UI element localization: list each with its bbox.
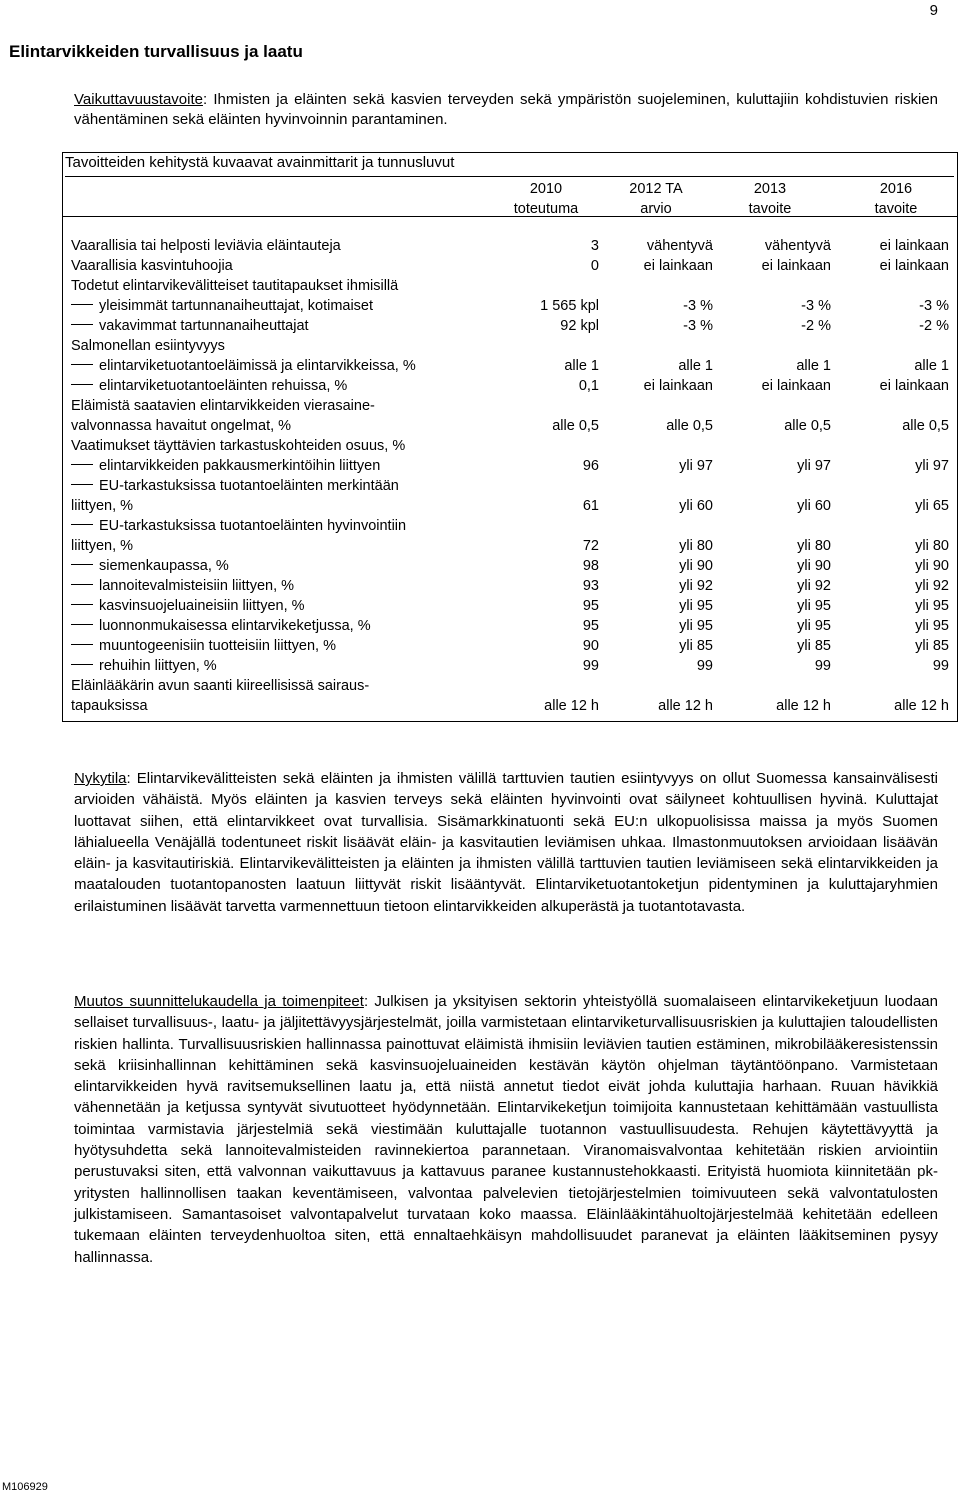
row-value: alle 12 h xyxy=(894,698,949,714)
row-label: yleisimmät tartunnanaiheuttajat, kotimaiset xyxy=(71,297,491,316)
indicator-table xyxy=(62,152,958,722)
row-value: ei lainkaan xyxy=(761,378,831,394)
change-measures-label: Muutos suunnittelukaudella ja toimenpiteet xyxy=(74,993,364,1010)
row-value: 95 xyxy=(582,598,599,614)
row-value: yli 95 xyxy=(915,598,949,614)
row-value: -2 % xyxy=(801,318,831,334)
column-header-2013: 2013 tavoite xyxy=(748,181,792,217)
section-heading: Elintarvikkeiden turvallisuus ja laatu xyxy=(9,42,303,61)
row-value: 99 xyxy=(696,658,713,674)
dash-mark xyxy=(71,664,93,665)
row-value: yli 90 xyxy=(797,558,831,574)
row-value: yli 65 xyxy=(915,498,949,514)
row-value: alle 12 h xyxy=(544,698,599,714)
column-header-2012: 2012 TA arvio xyxy=(629,181,683,217)
row-value: ei lainkaan xyxy=(643,258,713,274)
row-value: yli 80 xyxy=(679,538,713,554)
column-header-2010: 2010 toteutuma xyxy=(513,181,579,217)
row-value: 99 xyxy=(814,658,831,674)
dash-mark xyxy=(71,324,93,325)
row-label: muuntogeenisiin tuotteisiin liittyen, % xyxy=(71,637,491,656)
row-label: lannoitevalmisteisiin liittyen, % xyxy=(71,577,491,596)
row-value: ei lainkaan xyxy=(879,238,949,254)
row-value: alle 1 xyxy=(564,358,599,374)
row-label: Vaarallisia tai helposti leviävia eläintauteja xyxy=(71,238,341,254)
row-value: yli 97 xyxy=(797,458,831,474)
row-value: 99 xyxy=(932,658,949,674)
row-label: Todetut elintarvikevälitteiset tautitapaukset ihmisillä xyxy=(71,278,399,294)
dash-mark xyxy=(71,604,93,605)
row-value: 3 xyxy=(590,238,599,254)
row-value: 90 xyxy=(582,638,599,654)
dash-mark xyxy=(71,464,93,465)
row-value: alle 0,5 xyxy=(552,418,599,434)
row-value: alle 12 h xyxy=(658,698,713,714)
dash-mark xyxy=(71,364,93,365)
impact-goal-text: : Ihmisten ja eläinten sekä kasvien terveyden sekä ympäristön suojeleminen, kuluttajiin kohdistuvien riskien vähentäminen sekä eläinten hyvinvoinnin parantaminen. xyxy=(74,91,938,128)
row-value: yli 60 xyxy=(679,498,713,514)
change-measures-text: : Julkisen ja yksityisen sektorin yhteistyöllä suomalaiseen elintarvikeketjuun luodaan sellaiset turvallisuus-, laatu- ja jäljitettävyysjärjestelmät, joilla varmistetaan elintarviketurvallisuusriskien ja kuluttajien taloudellisten riskien hallinta. Turvallisuusriskien hallinnassa painottuvat eläimistä ihmisiin leviävien tautien estäminen, mikrobilääkeresistenssin sekä kriisinhallinnan kehittäminen sekä kasvinsuojeluaineiden kestävän käytön ohjelman täytäntöönpano. Varmistetaan elintarvikkeiden hyvä ravitsemuksellinen laatu ja, että niistä annetut tiedot eivät johda kuluttajia harhaan. Ruuan hävikkiä vähennetään ja ketjussa syntyvät sivutuotteet hyödynnetään. Elintarvikeketjun toimijoita kannustetaan kehittämään vastuullista toimintaa varmistavia järjestelmiä sekä viestimään kuluttajalle tuotannon vastuullisuudesta. Rehujen käytettävyyttä ja hyötysuhdetta sekä lannoitevalmisteiden ravinnekiertoa parannetaan. Viranomaisvalvontaa kehitetään riskien arviointiin perustuvaksi siten, että valvonnan vaikuttavuus ja kattavuus paranee kustannustehokkaasti. Erityistä huomiota kiinnitetään pk-yritysten hallinnollisen taakan keventämiseen, valvontaa palvelevien tietojärjestelmien toimivuuteen sekä valvontatulosten julkistamiseen. Samantasoiset valvontapalvelut turvataan koko maassa. Eläinlääkintähuoltojärjestelmää kehitetään edelleen tukemaan eläinten terveydenhuoltoa siten, että ennaltaehkäisyn mahdollisuudet paranevat ja eläinten lääkitseminen pysyy hallinnassa. xyxy=(74,993,938,1266)
row-label: EU-tarkastuksissa tuotantoeläinten merkintään xyxy=(71,477,491,496)
row-value: alle 1 xyxy=(796,358,831,374)
row-value: -2 % xyxy=(919,318,949,334)
row-label: EU-tarkastuksissa tuotantoeläinten hyvinvointiin xyxy=(71,517,491,536)
row-value: alle 1 xyxy=(914,358,949,374)
row-label: elintarvikkeiden pakkausmerkintöihin liittyen xyxy=(71,457,491,476)
row-value: alle 0,5 xyxy=(666,418,713,434)
row-value: ei lainkaan xyxy=(879,378,949,394)
row-value: 0,1 xyxy=(578,378,599,394)
row-label: liittyen, % xyxy=(71,498,134,514)
dash-mark xyxy=(71,304,93,305)
row-value: alle 12 h xyxy=(776,698,831,714)
table-header xyxy=(63,176,957,217)
current-state-label: Nykytila xyxy=(74,770,127,787)
row-value: alle 1 xyxy=(678,358,713,374)
row-value: yli 95 xyxy=(679,598,713,614)
row-value: ei lainkaan xyxy=(879,258,949,274)
row-value: -3 % xyxy=(683,298,713,314)
document-code: M106929 xyxy=(2,1481,48,1493)
row-value: 61 xyxy=(582,498,599,514)
dash-mark xyxy=(71,564,93,565)
row-value: 72 xyxy=(582,538,599,554)
row-value: alle 0,5 xyxy=(902,418,949,434)
row-label: elintarviketuotantoeläinten rehuissa, % xyxy=(71,377,491,396)
row-label: elintarviketuotantoeläimissä ja elintarvikkeissa, % xyxy=(71,357,491,376)
dash-mark xyxy=(71,384,93,385)
row-value: 1 565 kpl xyxy=(540,298,599,314)
row-value: 96 xyxy=(582,458,599,474)
row-label: luonnonmukaisessa elintarvikeketjussa, % xyxy=(71,617,491,636)
dash-mark xyxy=(71,524,93,525)
row-value: -3 % xyxy=(801,298,831,314)
row-label: Eläimistä saatavien elintarvikkeiden vierasaine- xyxy=(71,398,375,414)
row-label: Vaarallisia kasvintuhoojia xyxy=(71,258,233,274)
table-caption: Tavoitteiden kehitystä kuvaavat avainmittarit ja tunnusluvut xyxy=(65,154,954,177)
dash-mark xyxy=(71,644,93,645)
row-value: 0 xyxy=(590,258,599,274)
page-number: 9 xyxy=(929,2,938,19)
row-value: ei lainkaan xyxy=(643,378,713,394)
row-label: Vaatimukset täyttävien tarkastuskohteiden osuus, % xyxy=(71,438,406,454)
row-value: yli 97 xyxy=(915,458,949,474)
row-value: vähentyvä xyxy=(764,238,831,254)
row-label: siemenkaupassa, % xyxy=(71,557,491,576)
row-value: yli 90 xyxy=(679,558,713,574)
row-value: yli 97 xyxy=(679,458,713,474)
row-value: yli 80 xyxy=(915,538,949,554)
row-value: yli 95 xyxy=(915,618,949,634)
row-value: alle 0,5 xyxy=(784,418,831,434)
row-value: 95 xyxy=(582,618,599,634)
row-value: yli 60 xyxy=(797,498,831,514)
current-state-text: : Elintarvikevälitteisten sekä eläinten ja ihmisten välillä tarttuvien tautien esiintyvyys on ollut Suomessa kansainvälisesti arvioiden vähäistä. Myös eläinten ja kasvien terveys sekä eläinten hyvinvointi ovat säilyneet kohtuullisen hyvinä. Kuluttajat luottavat siihen, että elintarvikkeet ovat turvallisia. Sisämarkkinatuonti sekä EU:n ulkopuolisissa maissa ja myös Suomen lähialueella Venäjällä todentuneet riskit lisäävät eläin- ja kasvitautien leviämisen uhkaa. Ilmastonmuutoksen arvioidaan lisäävän eläin- ja kasvitautiriskiä. Elintarvikevälitteisten ja eläinten ja ihmisten välillä tarttuvien tautien leviämiseen sekä elintarvikkeiden ja maatalouden tuotantopanosten laatuun liittyvät riskit lisääntyvät. Elintarviketuotantoketjun pidentyminen ja kuluttajaryhmien erilaistuminen lisäävät tarvetta varmennettuun tietoon elintarvikkeiden alkuperästä ja tuotantotavasta. xyxy=(74,770,938,915)
row-value: 98 xyxy=(582,558,599,574)
row-value: yli 85 xyxy=(679,638,713,654)
row-value: yli 92 xyxy=(915,578,949,594)
row-value: yli 92 xyxy=(679,578,713,594)
dash-mark xyxy=(71,584,93,585)
row-label: valvonnassa havaitut ongelmat, % xyxy=(71,418,292,434)
row-label: liittyen, % xyxy=(71,538,134,554)
row-label: rehuihin liittyen, % xyxy=(71,657,491,676)
dash-mark xyxy=(71,624,93,625)
column-header-2016: 2016 tavoite xyxy=(874,181,918,217)
row-value: 99 xyxy=(582,658,599,674)
row-value: yli 92 xyxy=(797,578,831,594)
row-value: -3 % xyxy=(683,318,713,334)
dash-mark xyxy=(71,484,93,485)
row-value: -3 % xyxy=(919,298,949,314)
row-value: yli 95 xyxy=(679,618,713,634)
row-label: kasvinsuojeluaineisiin liittyen, % xyxy=(71,597,491,616)
row-value: yli 95 xyxy=(797,618,831,634)
row-value: 92 kpl xyxy=(560,318,599,334)
row-label: tapauksissa xyxy=(71,698,148,714)
impact-goal-paragraph xyxy=(74,90,938,130)
change-measures-paragraph xyxy=(74,991,938,1268)
row-value: yli 90 xyxy=(915,558,949,574)
row-value: yli 85 xyxy=(915,638,949,654)
row-value: yli 85 xyxy=(797,638,831,654)
row-value: vähentyvä xyxy=(646,238,713,254)
row-label: Eläinlääkärin avun saanti kiireellisissä sairaus- xyxy=(71,678,370,694)
row-value: ei lainkaan xyxy=(761,258,831,274)
row-label: Salmonellan esiintyvyys xyxy=(71,338,225,354)
impact-goal-label: Vaikuttavuustavoite xyxy=(74,91,203,108)
row-label: vakavimmat tartunnanaiheuttajat xyxy=(71,317,491,336)
current-state-paragraph xyxy=(74,768,938,917)
row-value: 93 xyxy=(582,578,599,594)
row-value: yli 95 xyxy=(797,598,831,614)
row-value: yli 80 xyxy=(797,538,831,554)
